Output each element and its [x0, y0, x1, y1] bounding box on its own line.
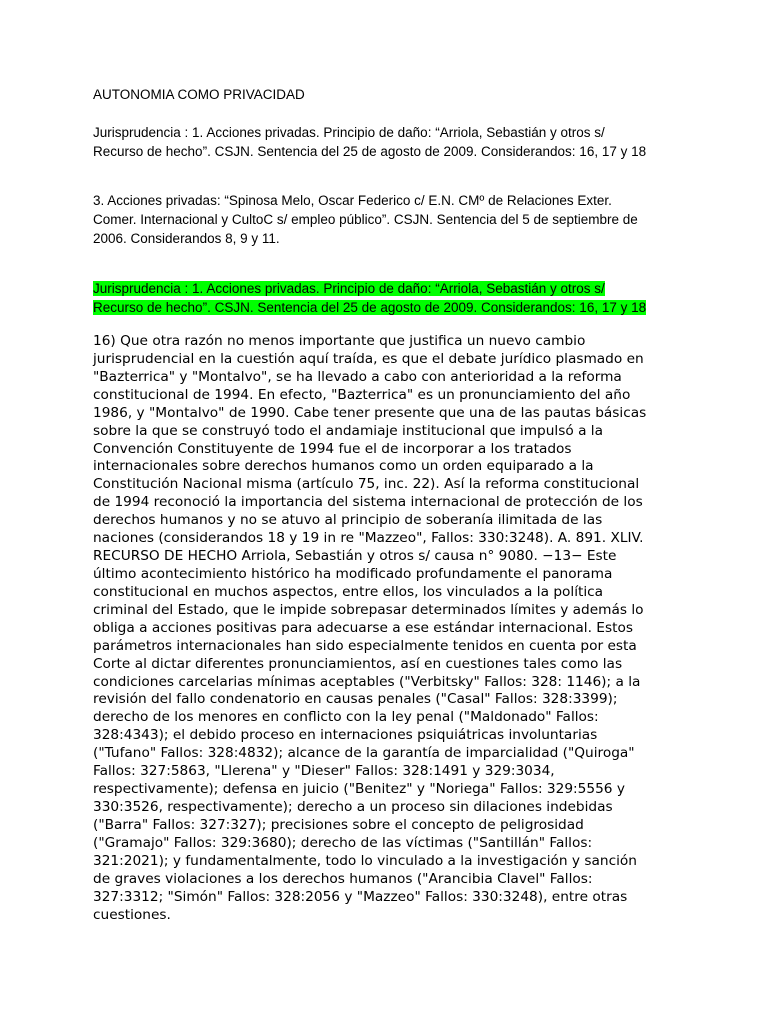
body-line: 1986, y "Montalvo" de 1990. Cabe tener presente que una de las pautas básicas — [93, 404, 647, 421]
body-line: de 1994 reconoció la importancia del sistema internacional de protección de los — [93, 494, 643, 511]
body-line: jurisprudencial en la cuestión aquí traída, es que el debate jurídico plasmado en — [93, 350, 644, 367]
body-line: criminal del Estado, que le impide sobrepasar determinados límites y además lo — [93, 601, 644, 618]
body-line: constitucional de 1994. En efecto, "Bazterrica" es un pronunciamiento del año — [93, 386, 631, 403]
body-line: último acontecimiento histórico ha modificado profundamente el panorama — [93, 565, 613, 582]
paragraph-line: Comer. Internacional y CultoC s/ empleo público”. CSJN. Sentencia del 5 de septiembre de — [93, 212, 638, 227]
body-line: sobre la que se construyó todo el andamiaje institucional que impulsó a la — [93, 422, 603, 439]
considerando-16-text — [93, 333, 693, 924]
body-line: 327:3312; "Simón" Fallos: 328:2056 y "Mazzeo" Fallos: 330:3248), entre otras — [93, 888, 628, 905]
document-title: AUTONOMIA COMO PRIVACIDAD — [93, 87, 305, 102]
body-line: ("Gramajo" Fallos: 329:3680); derecho de las víctimas ("Santillán" Fallos: — [93, 834, 593, 851]
body-line: condiciones carcelarias mínimas aceptables ("Verbitsky" Fallos: 328: 1146); a la — [93, 673, 641, 690]
body-line: derechos humanos y no se atuvo al principio de soberanía ilimitada de las — [93, 512, 603, 529]
jurisprudence-paragraph-2 — [93, 191, 638, 248]
body-line: internacionales sobre derechos humanos como un orden equiparado a la — [93, 458, 594, 475]
body-line: 328:4343); el debido proceso en internaciones psiquiátricas involuntarias — [93, 727, 598, 744]
highlighted-line — [93, 298, 646, 317]
highlighted-line — [93, 279, 646, 298]
body-line: ("Tufano" Fallos: 328:4832); alcance de la garantía de imparcialidad ("Quiroga" — [93, 745, 635, 762]
body-line: 330:3526, respectivamente); derecho a un proceso sin dilaciones indebidas — [93, 798, 613, 815]
body-line: revisión del fallo condenatorio en causas penales ("Casal" Fallos: 328:3399); — [93, 691, 618, 708]
paragraph-line: 2006. Considerandos 8, 9 y 11. — [93, 231, 280, 246]
body-line: Convención Constituyente de 1994 fue el de incorporar a los tratados — [93, 440, 572, 457]
body-line: RECURSO DE HECHO Arriola, Sebastián y otros s/ causa n° 9080. −13− Este — [93, 548, 617, 565]
body-line: cuestiones. — [93, 906, 171, 923]
body-line: ("Barra" Fallos: 327:327); precisiones sobre el concepto de peligrosidad — [93, 816, 584, 833]
highlighted-paragraph — [93, 279, 646, 317]
highlight-mark: Recurso de hecho”. CSJN. Sentencia del 25 de agosto de 2009. Considerandos: 16, 17 y 18 — [93, 300, 647, 315]
body-line: 16) Que otra razón no menos importante que justifica un nuevo cambio — [93, 333, 586, 349]
body-line: 321:2021); y fundamentalmente, todo lo vinculado a la investigación y sanción — [93, 852, 637, 869]
body-line: parámetros internacionales han sido especialmente tenidos en cuenta por esta — [93, 637, 637, 654]
highlight-mark: Jurisprudencia : 1. Acciones privadas. Principio de daño: “Arriola, Sebastián y otros s/ — [93, 281, 605, 296]
body-line: constitucional en muchos aspectos, entre ellos, los vinculados a la política — [93, 583, 604, 600]
body-line: de graves violaciones a los derechos humanos ("Arancibia Clavel" Fallos: — [93, 870, 593, 887]
body-line: obliga a acciones positivas para adecuarse a ese estándar internacional. Estos — [93, 619, 633, 636]
paragraph-line: Recurso de hecho”. CSJN. Sentencia del 25 de agosto de 2009. Considerandos: 16, 17 y 18 — [93, 144, 647, 159]
paragraph-line: 3. Acciones privadas: “Spinosa Melo, Oscar Federico c/ E.N. CMº de Relaciones Exter. — [93, 193, 612, 208]
body-line: Constitución Nacional misma (artículo 75, inc. 22). Así la reforma constitucional — [93, 476, 640, 493]
body-line: derecho de los menores en conflicto con la ley penal ("Maldonado" Fallos: — [93, 709, 599, 726]
body-line: Fallos: 327:5863, "Llerena" y "Dieser" Fallos: 328:1491 y 329:3034, — [93, 763, 555, 780]
body-line: naciones (considerandos 18 y 19 in re "Mazzeo", Fallos: 330:3248). A. 891. XLIV. — [93, 530, 644, 547]
body-line: respectivamente); defensa en juicio ("Benitez" y "Noriega" Fallos: 329:5556 y — [93, 781, 625, 798]
body-line: "Bazterrica" y "Montalvo", se ha llevado a cabo con anterioridad a la reforma — [93, 368, 622, 385]
body-line: Corte al dictar diferentes pronunciamientos, así en cuestiones tales como las — [93, 655, 623, 672]
paragraph-line: Jurisprudencia : 1. Acciones privadas. Principio de daño: “Arriola, Sebastián y otros s/ — [93, 125, 605, 140]
jurisprudence-paragraph-1 — [93, 123, 646, 161]
